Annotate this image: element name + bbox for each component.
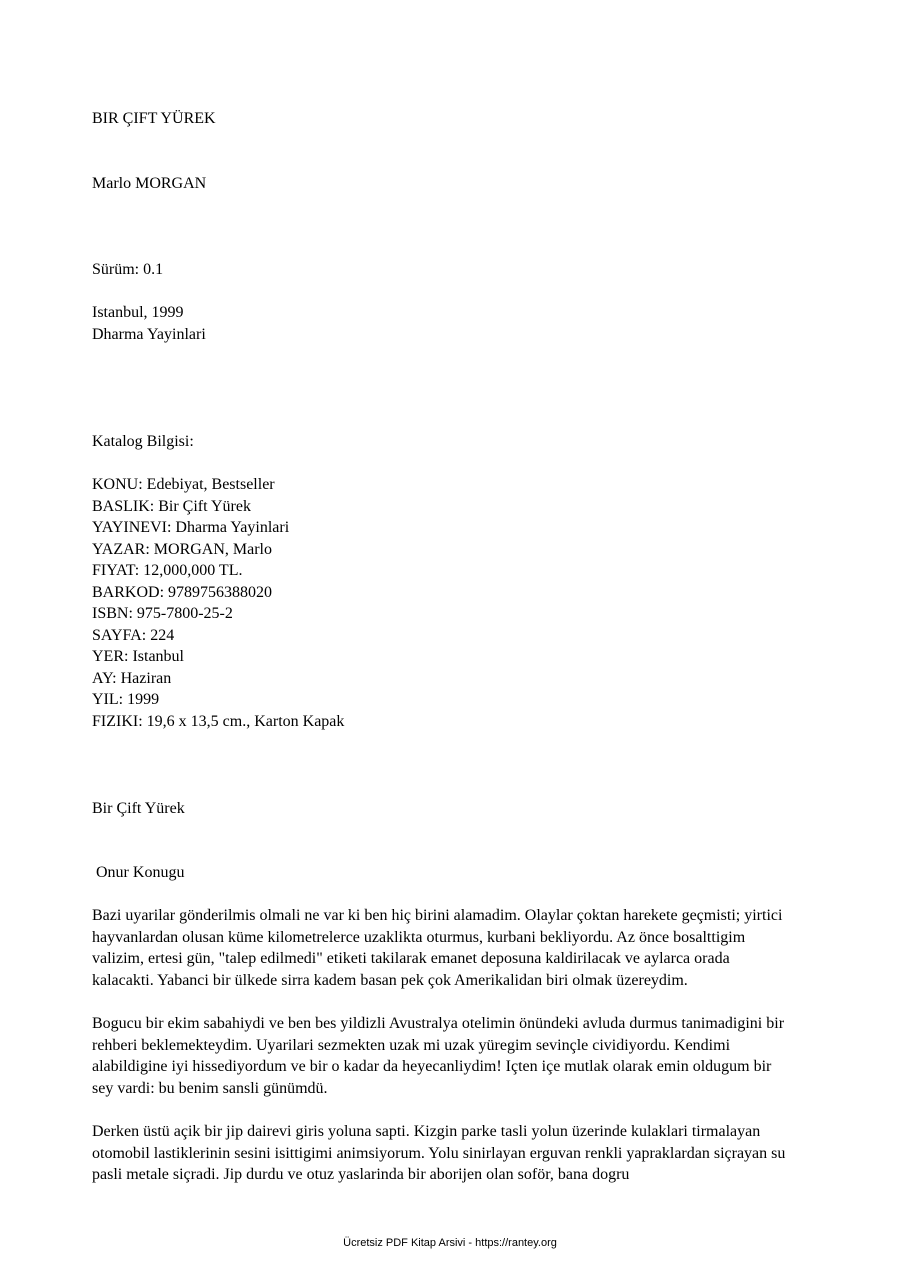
catalog-entry: KONU: Edebiyat, Bestseller [92, 476, 275, 493]
paragraph-line: hayvanlardan olusan küme kilometrelerce uzaklikta oturmus, kurbani bekliyordu. Az önce bosalttigim [92, 928, 746, 946]
catalog-entry: ISBN: 975-7800-25-2 [92, 605, 233, 622]
catalog-entry: YIL: 1999 [92, 691, 160, 708]
catalog-heading: Katalog Bilgisi: [92, 433, 194, 450]
body-paragraph [92, 1013, 822, 1099]
book-title: Bir Çift Yürek [92, 800, 185, 817]
catalog-entry: YAZAR: MORGAN, Marlo [92, 540, 272, 558]
catalog-entry: FIYAT: 12,000,000 TL. [92, 562, 243, 579]
paragraph-line: Derken üstü açik bir jip dairevi giris yoluna sapti. Kizgin parke tasli yolun üzerinde kulaklari tirmalayan [92, 1123, 761, 1140]
place-year-line: Istanbul, 1999 [92, 304, 184, 321]
catalog-entry: YER: Istanbul [92, 648, 184, 665]
paragraph-line: kalacakti. Yabanci bir ülkede sirra kadem basan pek çok Amerikalidan biri olmak üzereydim. [92, 971, 688, 989]
catalog-entry: YAYINEVI: Dharma Yayinlari [92, 519, 290, 536]
catalog-entry: SAYFA: 224 [92, 626, 175, 644]
catalog-entry: BASLIK: Bir Çift Yürek [92, 497, 251, 515]
catalog-entry: AY: Haziran [92, 669, 172, 687]
paragraph-line: valizim, ertesi gün, "talep edilmedi" etiketi takilarak emanet deposuna kaldirilacak ve aylarca orada [92, 950, 730, 967]
catalog-entry: BARKOD: 9789756388020 [92, 583, 273, 601]
publisher-line: Dharma Yayinlari [92, 325, 206, 343]
paragraph-line: otomobil lastiklerinin sesini isittigimi animsiyorum. Yolu sinirlayan erguvan renkli yapraklardan siçrayan su [92, 1144, 786, 1162]
paragraph-line: alabildigine iyi hissediyordum ve bir o kadar da heyecanliydim! Içten içe mutlak olarak emin oldugum bir [92, 1058, 772, 1075]
chapter-title: Onur Konugu [96, 864, 185, 881]
author-name: Marlo MORGAN [92, 175, 207, 192]
body-paragraph [92, 905, 822, 991]
paragraph-line: pasli metale siçradi. Jip durdu ve otuz yaslarinda bir aborijen olan soför, bana dogru [92, 1166, 630, 1183]
page-footer: Ücretsiz PDF Kitap Arsivi - https://rantey.org [343, 1237, 557, 1249]
version-line: Sürüm: 0.1 [92, 261, 164, 278]
body-paragraph [92, 1121, 822, 1186]
catalog-entry: FIZIKI: 19,6 x 13,5 cm., Karton Kapak [92, 712, 345, 730]
paragraph-line: Bazi uyarilar gönderilmis olmali ne var ki ben hiç birini alamadim. Olaylar çoktan harekete geçmisti; yirtici [92, 907, 783, 924]
paragraph-line: Bogucu bir ekim sabahiydi ve ben bes yildizli Avustralya otelimin önündeki avluda durmus tanimadigini bir [92, 1015, 785, 1032]
document-title: BIR ÇIFT YÜREK [92, 110, 216, 127]
paragraph-line: sey vardi: bu benim sansli günümdü. [92, 1079, 328, 1097]
paragraph-line: rehberi beklemekteydim. Uyarilari sezmekten uzak mi uzak yüregim sevinçle cividiyordu. Kendimi [92, 1036, 731, 1054]
